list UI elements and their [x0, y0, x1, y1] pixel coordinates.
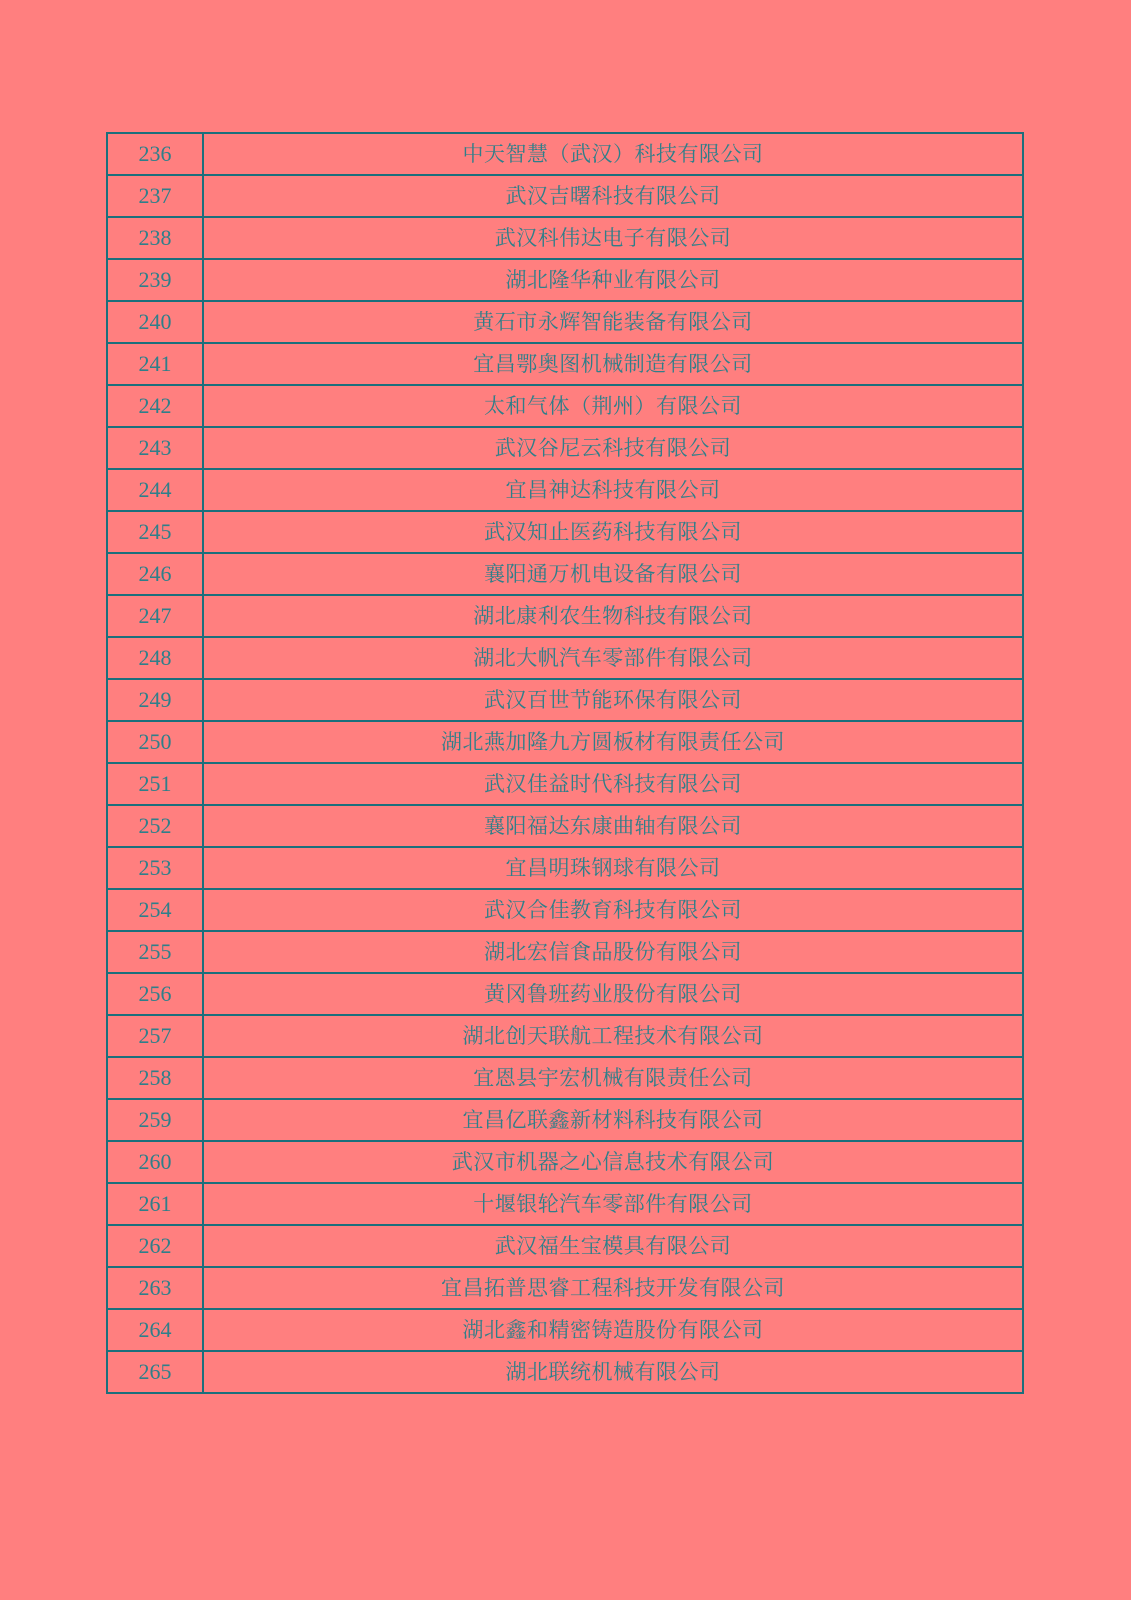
table-row [107, 889, 1023, 931]
company-name-cell: 武汉科伟达电子有限公司 [203, 217, 1023, 259]
row-number-cell: 254 [107, 889, 203, 931]
table-row [107, 1351, 1023, 1393]
table-row [107, 1309, 1023, 1351]
row-number-cell: 259 [107, 1099, 203, 1141]
company-name-cell: 湖北大帆汽车零部件有限公司 [203, 637, 1023, 679]
table-row [107, 721, 1023, 763]
row-number-cell: 248 [107, 637, 203, 679]
table-row [107, 763, 1023, 805]
company-name-cell: 武汉福生宝模具有限公司 [203, 1225, 1023, 1267]
company-list-body [107, 133, 1023, 1393]
table-row [107, 133, 1023, 175]
table-row [107, 679, 1023, 721]
row-number-cell: 245 [107, 511, 203, 553]
table-row [107, 427, 1023, 469]
table-row [107, 511, 1023, 553]
row-number-cell: 249 [107, 679, 203, 721]
row-number-cell: 253 [107, 847, 203, 889]
company-name-cell: 武汉谷尼云科技有限公司 [203, 427, 1023, 469]
row-number-cell: 256 [107, 973, 203, 1015]
company-name-cell: 武汉合佳教育科技有限公司 [203, 889, 1023, 931]
table-row [107, 1057, 1023, 1099]
company-name-cell: 宜昌明珠钢球有限公司 [203, 847, 1023, 889]
table-row [107, 1099, 1023, 1141]
company-name-cell: 武汉佳益时代科技有限公司 [203, 763, 1023, 805]
row-number-cell: 263 [107, 1267, 203, 1309]
table-row [107, 469, 1023, 511]
table-row [107, 1225, 1023, 1267]
company-name-cell: 湖北燕加隆九方圆板材有限责任公司 [203, 721, 1023, 763]
table-row [107, 385, 1023, 427]
row-number-cell: 239 [107, 259, 203, 301]
company-name-cell: 宜昌拓普思睿工程科技开发有限公司 [203, 1267, 1023, 1309]
row-number-cell: 247 [107, 595, 203, 637]
row-number-cell: 264 [107, 1309, 203, 1351]
company-name-cell: 襄阳通万机电设备有限公司 [203, 553, 1023, 595]
company-name-cell: 湖北康利农生物科技有限公司 [203, 595, 1023, 637]
company-name-cell: 黄石市永辉智能装备有限公司 [203, 301, 1023, 343]
table-row [107, 259, 1023, 301]
company-name-cell: 宜恩县宇宏机械有限责任公司 [203, 1057, 1023, 1099]
row-number-cell: 258 [107, 1057, 203, 1099]
company-name-cell: 中天智慧（武汉）科技有限公司 [203, 133, 1023, 175]
table-row [107, 175, 1023, 217]
table-row [107, 847, 1023, 889]
row-number-cell: 243 [107, 427, 203, 469]
row-number-cell: 262 [107, 1225, 203, 1267]
table-row [107, 595, 1023, 637]
row-number-cell: 241 [107, 343, 203, 385]
company-name-cell: 武汉市机器之心信息技术有限公司 [203, 1141, 1023, 1183]
row-number-cell: 244 [107, 469, 203, 511]
table-row [107, 805, 1023, 847]
table-row [107, 553, 1023, 595]
row-number-cell: 261 [107, 1183, 203, 1225]
table-row [107, 1183, 1023, 1225]
row-number-cell: 252 [107, 805, 203, 847]
company-list-table [106, 132, 1024, 1394]
company-name-cell: 襄阳福达东康曲轴有限公司 [203, 805, 1023, 847]
company-name-cell: 湖北联统机械有限公司 [203, 1351, 1023, 1393]
row-number-cell: 236 [107, 133, 203, 175]
row-number-cell: 237 [107, 175, 203, 217]
company-name-cell: 宜昌亿联鑫新材料科技有限公司 [203, 1099, 1023, 1141]
table-row [107, 1015, 1023, 1057]
row-number-cell: 255 [107, 931, 203, 973]
row-number-cell: 260 [107, 1141, 203, 1183]
company-name-cell: 宜昌鄂奥图机械制造有限公司 [203, 343, 1023, 385]
company-name-cell: 湖北创天联航工程技术有限公司 [203, 1015, 1023, 1057]
company-name-cell: 武汉吉曙科技有限公司 [203, 175, 1023, 217]
row-number-cell: 242 [107, 385, 203, 427]
company-name-cell: 武汉知止医药科技有限公司 [203, 511, 1023, 553]
company-name-cell: 武汉百世节能环保有限公司 [203, 679, 1023, 721]
company-name-cell: 湖北宏信食品股份有限公司 [203, 931, 1023, 973]
table-row [107, 931, 1023, 973]
row-number-cell: 250 [107, 721, 203, 763]
company-name-cell: 湖北隆华种业有限公司 [203, 259, 1023, 301]
table-row [107, 973, 1023, 1015]
row-number-cell: 265 [107, 1351, 203, 1393]
table-row [107, 1141, 1023, 1183]
row-number-cell: 238 [107, 217, 203, 259]
company-name-cell: 黄冈鲁班药业股份有限公司 [203, 973, 1023, 1015]
table-row [107, 1267, 1023, 1309]
company-name-cell: 湖北鑫和精密铸造股份有限公司 [203, 1309, 1023, 1351]
table-row [107, 301, 1023, 343]
company-name-cell: 宜昌神达科技有限公司 [203, 469, 1023, 511]
table-row [107, 343, 1023, 385]
row-number-cell: 257 [107, 1015, 203, 1057]
row-number-cell: 246 [107, 553, 203, 595]
company-name-cell: 十堰银轮汽车零部件有限公司 [203, 1183, 1023, 1225]
table-row [107, 217, 1023, 259]
table-row [107, 637, 1023, 679]
company-name-cell: 太和气体（荆州）有限公司 [203, 385, 1023, 427]
row-number-cell: 240 [107, 301, 203, 343]
row-number-cell: 251 [107, 763, 203, 805]
